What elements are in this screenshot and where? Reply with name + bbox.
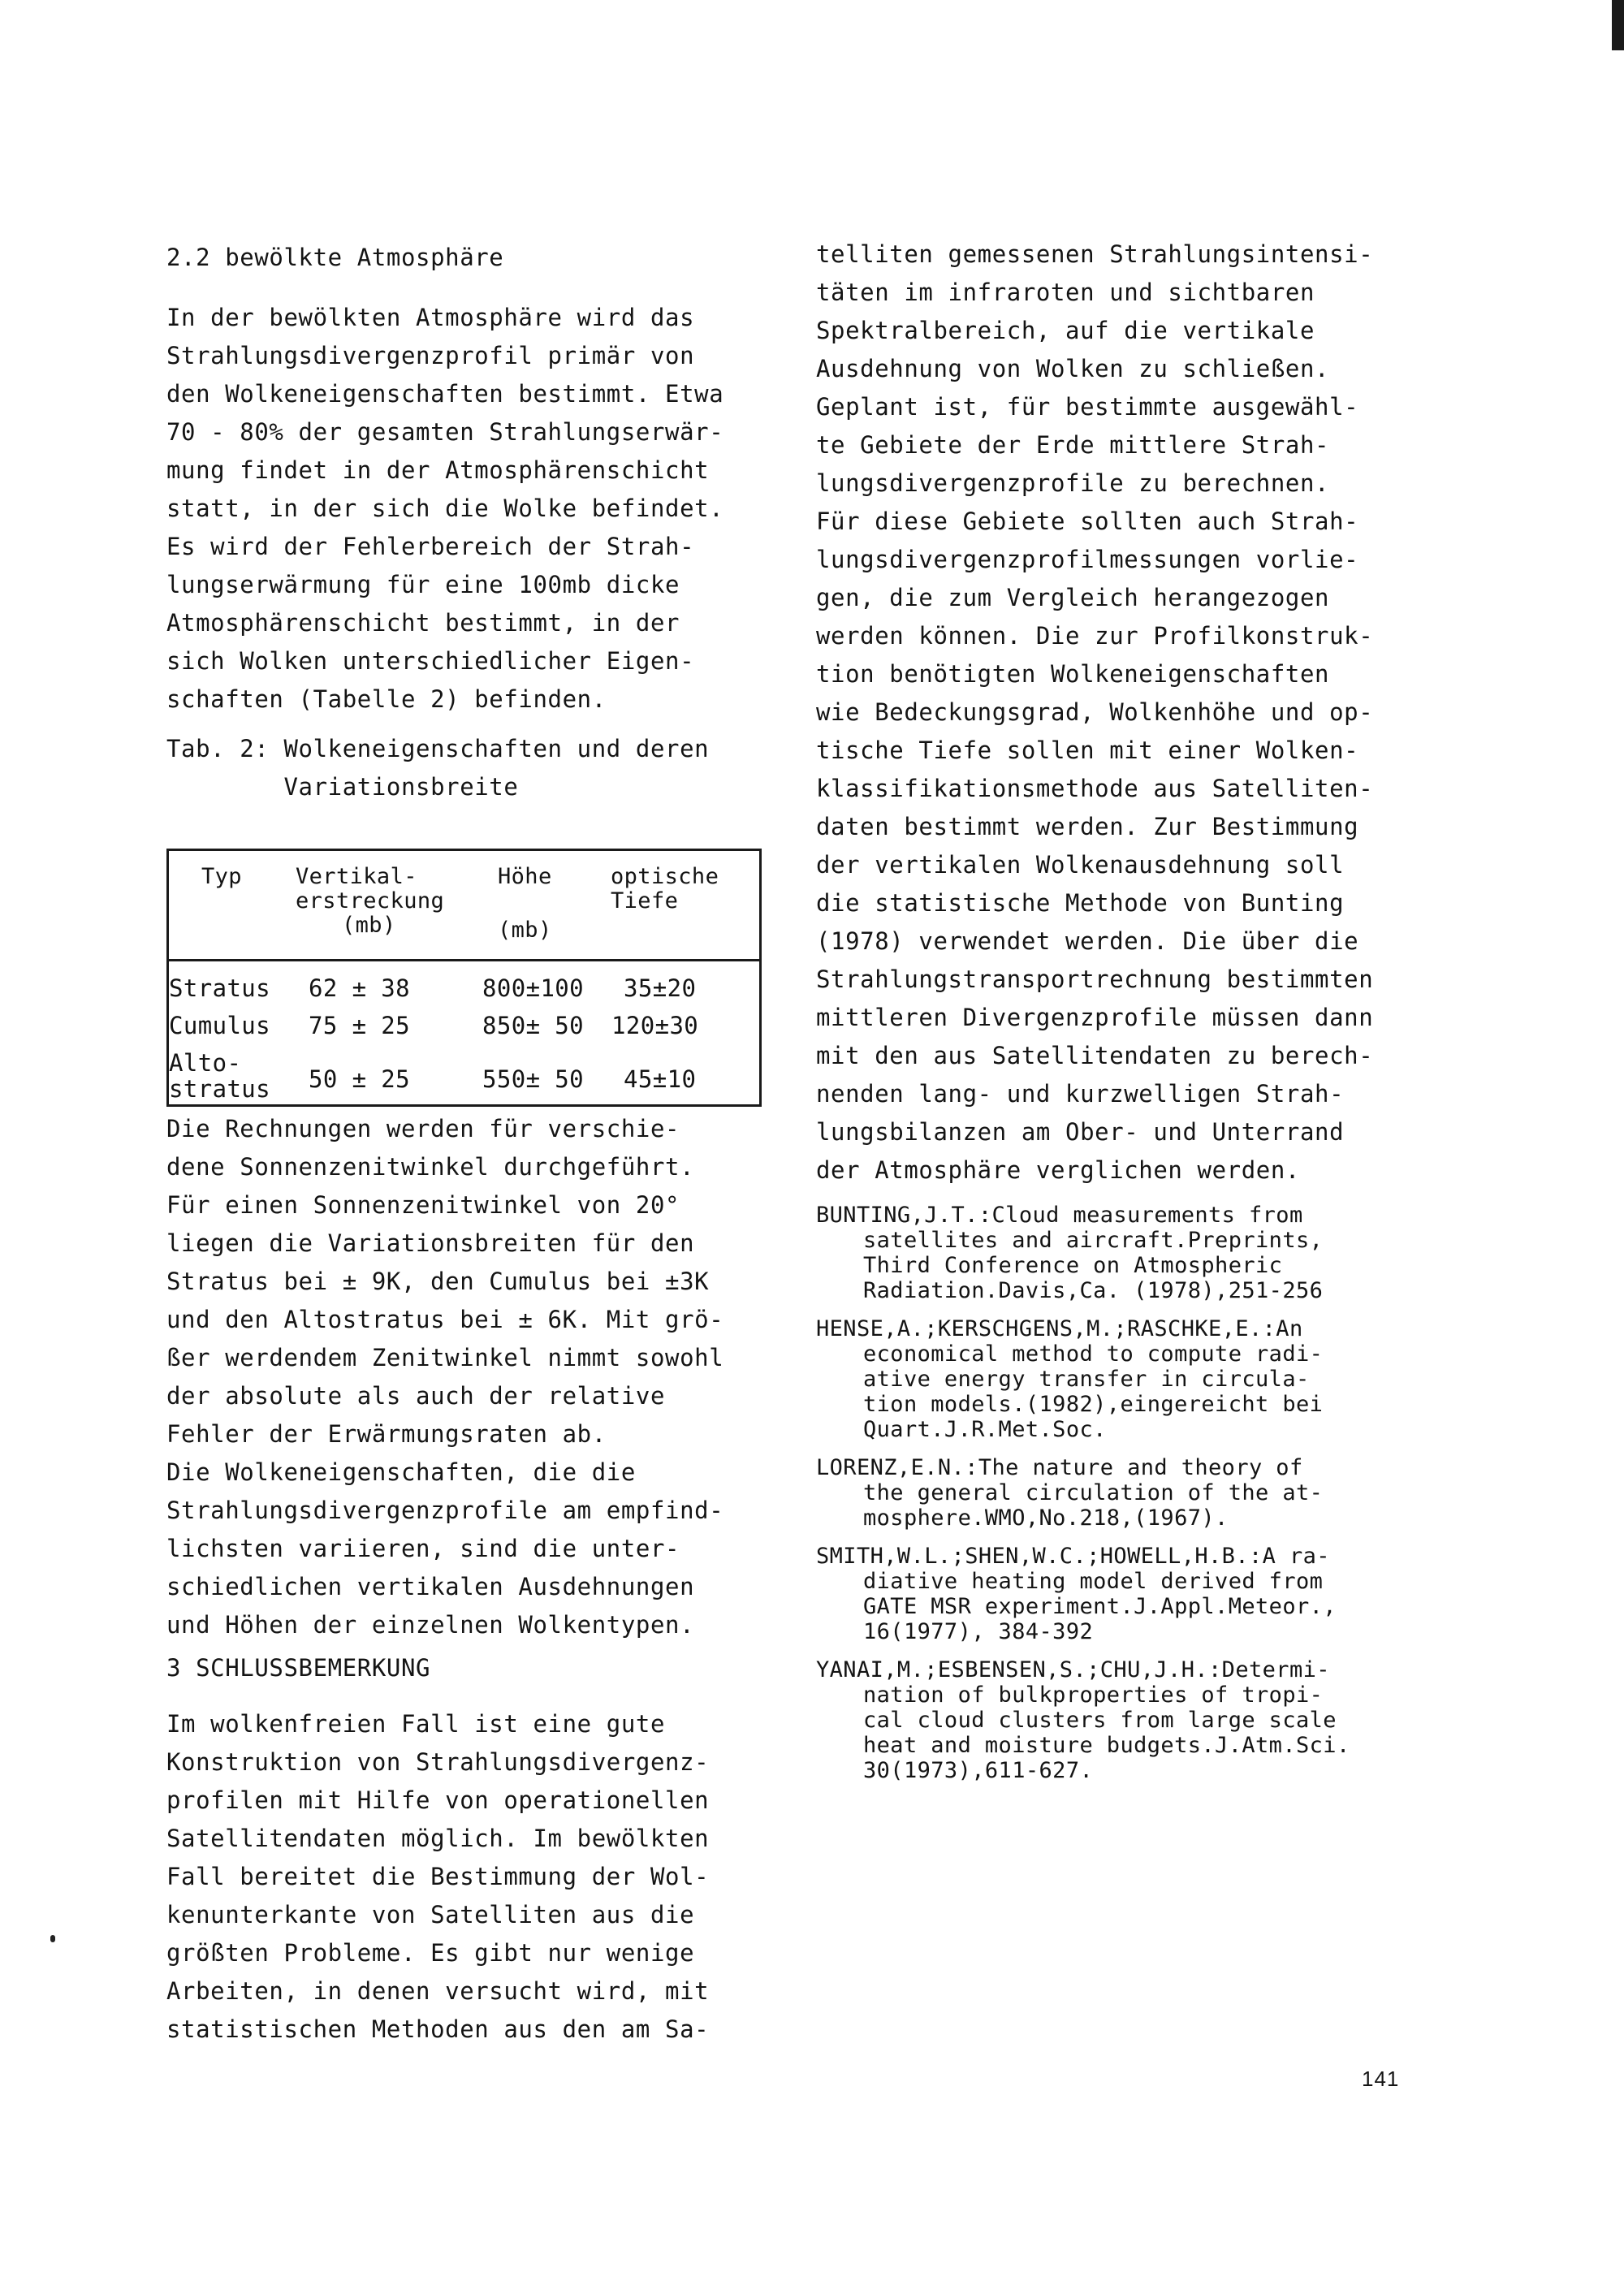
- text-line: schiedlichen vertikalen Ausdehnungen: [166, 1573, 695, 1600]
- header-vertikal-line1: Vertikal-: [296, 864, 417, 889]
- scan-edge-mark: [1612, 0, 1624, 50]
- caption-line: Tab. 2: Wolkeneigenschaften und deren: [166, 735, 710, 762]
- text-line: wie Bedeckungsgrad, Wolkenhöhe und op-: [816, 698, 1374, 726]
- reference-line: Quart.J.R.Met.Soc.: [863, 1417, 1107, 1442]
- text-line: Satellitendaten möglich. Im bewölkten: [166, 1825, 710, 1852]
- section-heading-3: 3 SCHLUSSBEMERKUNG: [166, 1654, 431, 1682]
- row-altostratus-typ-line2: stratus: [169, 1075, 271, 1103]
- reference-line: heat and moisture budgets.J.Atm.Sci.: [863, 1733, 1350, 1758]
- text-line: der absolute als auch der relative: [166, 1382, 666, 1410]
- text-line: statt, in der sich die Wolke befindet.: [166, 495, 724, 522]
- reference-hense: [816, 1316, 1466, 1442]
- text-line: Geplant ist, für bestimmte ausgewähl-: [816, 393, 1359, 421]
- text-line: Für diese Gebiete sollten auch Strah-: [816, 508, 1359, 535]
- table-caption: [166, 730, 784, 806]
- text-line: Die Rechnungen werden für verschie-: [166, 1115, 680, 1142]
- text-line: Fall bereitet die Bestimmung der Wol-: [166, 1863, 710, 1890]
- header-hoehe-unit: (mb): [498, 918, 552, 943]
- reference-line: Radiation.Davis,Ca. (1978),251-256: [863, 1278, 1324, 1303]
- reference-line: tion models.(1982),eingereicht bei: [863, 1392, 1324, 1417]
- page-number: 141: [1362, 2067, 1400, 2091]
- reference-line: cal cloud clusters from large scale: [863, 1708, 1337, 1733]
- text-line: te Gebiete der Erde mittlere Strah-: [816, 431, 1330, 459]
- reference-line: HENSE,A.;KERSCHGENS,M.;RASCHKE,E.:An: [816, 1316, 1303, 1341]
- reference-line: Third Conference on Atmospheric: [863, 1253, 1283, 1278]
- text-line: Konstruktion von Strahlungsdivergenz-: [166, 1748, 710, 1776]
- row-cumulus-typ: Cumulus: [169, 1012, 271, 1039]
- right-column: [816, 235, 1466, 1783]
- reference-line: economical method to compute radi-: [863, 1341, 1324, 1367]
- text-line: der Atmosphäre verglichen werden.: [816, 1156, 1300, 1184]
- text-line: Spektralbereich, auf die vertikale: [816, 317, 1315, 344]
- reference-bunting: [816, 1203, 1466, 1303]
- text-line: Strahlungsdivergenzprofile am empfind-: [166, 1497, 724, 1524]
- text-line: klassifikationsmethode aus Satelliten-: [816, 775, 1374, 802]
- cloud-properties-table: [166, 849, 762, 1107]
- reference-line: GATE MSR experiment.J.Appl.Meteor.,: [863, 1594, 1337, 1619]
- references-list: [816, 1203, 1466, 1783]
- row-stratus-typ: Stratus: [169, 974, 271, 1002]
- header-typ: Typ: [201, 864, 242, 889]
- text-line: Atmosphärenschicht bestimmt, in der: [166, 609, 680, 637]
- left-column-lower: [166, 1110, 784, 2049]
- row-altostratus-optisch: 45±10: [624, 1065, 697, 1093]
- section-heading-2-2: 2.2 bewölkte Atmosphäre: [166, 244, 504, 271]
- scan-speck: [50, 1935, 55, 1942]
- header-optisch-line2: Tiefe: [611, 888, 679, 914]
- row-stratus-optisch: 35±20: [624, 974, 697, 1002]
- reference-line: 16(1977), 384-392: [863, 1619, 1094, 1644]
- reference-line: nation of bulkproperties of tropi-: [863, 1682, 1324, 1708]
- reference-yanai: [816, 1657, 1466, 1783]
- reference-line: mosphere.WMO,No.218,(1967).: [863, 1505, 1229, 1531]
- caption-line: Variationsbreite: [166, 773, 519, 801]
- text-line: Strahlungstransportrechnung bestimmten: [816, 965, 1374, 993]
- reference-line: diative heating model derived from: [863, 1569, 1324, 1594]
- text-line: Stratus bei ± 9K, den Cumulus bei ±3K: [166, 1268, 710, 1295]
- row-cumulus-vertikal: 75 ± 25: [309, 1012, 411, 1039]
- text-line: tion benötigten Wolkeneigenschaften: [816, 660, 1330, 688]
- text-line: daten bestimmt werden. Zur Bestimmung: [816, 813, 1359, 840]
- text-line: Für einen Sonnenzenitwinkel von 20°: [166, 1191, 680, 1219]
- text-line: mit den aus Satellitendaten zu berech-: [816, 1042, 1374, 1069]
- text-line: kenunterkante von Satelliten aus die: [166, 1901, 695, 1929]
- header-optisch-line1: optische: [611, 864, 719, 889]
- text-line: Es wird der Fehlerbereich der Strah-: [166, 533, 695, 560]
- left-column: [166, 239, 784, 806]
- text-line: profilen mit Hilfe von operationellen: [166, 1786, 710, 1814]
- reference-line: BUNTING,J.T.:Cloud measurements from: [816, 1203, 1303, 1228]
- text-line: sich Wolken unterschiedlicher Eigen-: [166, 647, 695, 675]
- row-altostratus-typ-line1: Alto-: [169, 1049, 242, 1077]
- header-vertikal-unit: (mb): [342, 913, 396, 938]
- text-line: lungsbilanzen am Ober- und Unterrand: [816, 1118, 1345, 1146]
- header-vertikal-line2: erstreckung: [296, 888, 445, 914]
- text-line: Fehler der Erwärmungsraten ab.: [166, 1420, 607, 1448]
- text-line: und Höhen der einzelnen Wolkentypen.: [166, 1611, 695, 1639]
- text-line: Im wolkenfreien Fall ist eine gute: [166, 1710, 666, 1738]
- text-line: tische Tiefe sollen mit einer Wolken-: [816, 736, 1359, 764]
- reference-line: the general circulation of the at-: [863, 1480, 1324, 1505]
- text-line: lungserwärmung für eine 100mb dicke: [166, 571, 680, 598]
- row-stratus-hoehe: 800±100: [482, 974, 585, 1002]
- row-altostratus-vertikal: 50 ± 25: [309, 1065, 411, 1093]
- text-line: ßer werdendem Zenitwinkel nimmt sowohl: [166, 1344, 724, 1371]
- text-line: täten im infraroten und sichtbaren: [816, 279, 1315, 306]
- row-cumulus-optisch: 120±30: [611, 1012, 699, 1039]
- reference-lorenz: [816, 1455, 1466, 1531]
- text-line: lungsdivergenzprofilmessungen vorlie-: [816, 546, 1359, 573]
- text-line: Arbeiten, in denen versucht wird, mit: [166, 1977, 710, 2005]
- text-line: In der bewölkten Atmosphäre wird das: [166, 304, 695, 331]
- text-line: gen, die zum Vergleich herangezogen: [816, 584, 1330, 611]
- text-line: den Wolkeneigenschaften bestimmt. Etwa: [166, 380, 724, 408]
- header-rule: [169, 959, 759, 961]
- text-line: mung findet in der Atmosphärenschicht: [166, 456, 710, 484]
- reference-line: SMITH,W.L.;SHEN,W.C.;HOWELL,H.B.:A ra-: [816, 1544, 1330, 1569]
- text-line: dene Sonnenzenitwinkel durchgeführt.: [166, 1153, 695, 1181]
- text-line: und den Altostratus bei ± 6K. Mit grö-: [166, 1306, 724, 1333]
- text-line: (1978) verwendet werden. Die über die: [816, 927, 1359, 955]
- text-line: größten Probleme. Es gibt nur wenige: [166, 1939, 695, 1967]
- paragraph-continuation: [816, 235, 1466, 1190]
- reference-line: satellites and aircraft.Preprints,: [863, 1228, 1324, 1253]
- reference-line: 30(1973),611-627.: [863, 1758, 1094, 1783]
- text-line: 70 - 80% der gesamten Strahlungserwär-: [166, 418, 724, 446]
- reference-line: LORENZ,E.N.:The nature and theory of: [816, 1455, 1303, 1480]
- text-line: der vertikalen Wolkenausdehnung soll: [816, 851, 1345, 879]
- paragraph-conclusion: [166, 1705, 784, 2049]
- text-line: schaften (Tabelle 2) befinden.: [166, 685, 607, 713]
- row-cumulus-hoehe: 850± 50: [482, 1012, 585, 1039]
- paragraph-clouded-atmosphere: [166, 299, 784, 719]
- text-line: liegen die Variationsbreiten für den: [166, 1229, 695, 1257]
- text-line: die statistische Methode von Bunting: [816, 889, 1345, 917]
- text-line: lichsten variieren, sind die unter-: [166, 1535, 680, 1562]
- row-stratus-vertikal: 62 ± 38: [309, 974, 411, 1002]
- text-line: mittleren Divergenzprofile müssen dann: [816, 1004, 1374, 1031]
- text-line: werden können. Die zur Profilkonstruk-: [816, 622, 1374, 650]
- text-line: lungsdivergenzprofile zu berechnen.: [816, 469, 1330, 497]
- text-line: Ausdehnung von Wolken zu schließen.: [816, 355, 1330, 382]
- text-line: statistischen Methoden aus den am Sa-: [166, 2015, 710, 2043]
- text-line: nenden lang- und kurzwelligen Strah-: [816, 1080, 1345, 1108]
- row-altostratus-hoehe: 550± 50: [482, 1065, 585, 1093]
- paragraph-zenith-angles: [166, 1110, 784, 1644]
- reference-smith: [816, 1544, 1466, 1644]
- reference-line: ative energy transfer in circula-: [863, 1367, 1310, 1392]
- text-line: Strahlungsdivergenzprofil primär von: [166, 342, 695, 369]
- header-hoehe: Höhe: [498, 864, 552, 889]
- text-line: telliten gemessenen Strahlungsintensi-: [816, 240, 1374, 268]
- text-line: Die Wolkeneigenschaften, die die: [166, 1458, 636, 1486]
- reference-line: YANAI,M.;ESBENSEN,S.;CHU,J.H.:Determi-: [816, 1657, 1330, 1682]
